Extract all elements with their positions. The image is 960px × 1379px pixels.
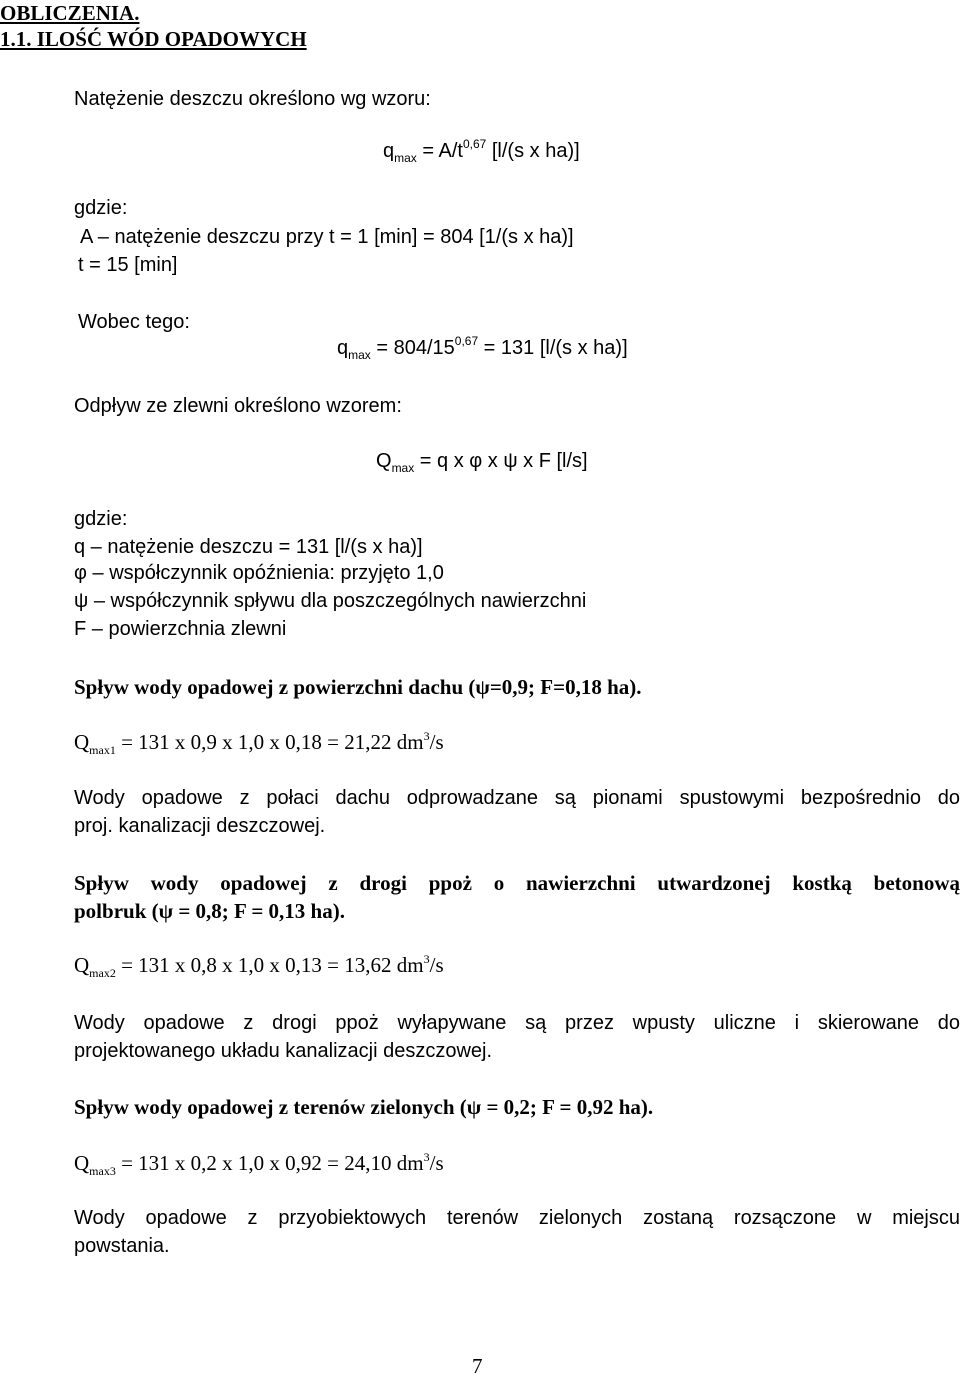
- definition-line: φ – współczynnik opóźnienia: przyjęto 1,0: [74, 562, 444, 584]
- calc-subscript: max1: [89, 743, 116, 757]
- calc-exponent: 3: [423, 729, 430, 743]
- rain-intensity-formula: [383, 138, 580, 166]
- paragraph-line: projektowanego układu kanalizacji deszczowej.: [74, 1040, 493, 1062]
- roof-runoff-calculation: [74, 729, 444, 758]
- definition-line: ψ – współczynnik spływu dla poszczególnych nawierzchni: [74, 590, 587, 612]
- paragraph-line: Wody opadowe z połaci dachu odprowadzane są pionami spustowymi bezpośrednio do: [74, 787, 960, 809]
- page-number: 7: [472, 1354, 483, 1378]
- calc-unit: /s: [429, 730, 444, 754]
- intro-text: Odpływ ze zlewni określono wzorem:: [74, 395, 402, 417]
- calc-body: = 131 x 0,8 x 1,0 x 0,13 = 13,62 dm: [115, 953, 424, 977]
- green-area-runoff-heading: Spływ wody opadowej z terenów zielonych (ψ = 0,2; F = 0,92 ha).: [74, 1095, 654, 1119]
- formula-exponent: 0,67: [462, 137, 487, 151]
- paragraph-line: Wody opadowe z drogi ppoż wyłapywane są przez wpusty uliczne i skierowane do: [74, 1012, 960, 1034]
- formula-body: = 804/15: [370, 337, 455, 359]
- definition-line: A – natężenie deszczu przy t = 1 [min] = 804 [1/(s x ha)]: [80, 226, 574, 248]
- formula-symbol: Q: [376, 450, 392, 472]
- outflow-formula: [376, 448, 588, 476]
- formula-exponent: 0,67: [454, 334, 479, 348]
- formula-result: = 131 [l/(s x ha)]: [478, 337, 628, 359]
- formula-subscript: max: [348, 348, 371, 362]
- definition-line: F – powierzchnia zlewni: [74, 618, 287, 640]
- road-runoff-heading-cont: polbruk (ψ = 0,8; F = 0,13 ha).: [74, 899, 345, 923]
- where-label: gdzie:: [74, 508, 128, 530]
- calc-unit: /s: [429, 953, 444, 977]
- where-label: gdzie:: [74, 197, 128, 219]
- computed-intensity-formula: [337, 335, 628, 363]
- formula-subscript: max: [391, 461, 415, 475]
- paragraph-line: Wody opadowe z przyobiektowych terenów zielonych zostaną rozsączone w miejscu: [74, 1207, 960, 1229]
- paragraph-line: proj. kanalizacji deszczowej.: [74, 815, 326, 837]
- calc-subscript: max3: [89, 1164, 116, 1178]
- road-runoff-heading: Spływ wody opadowej z drogi ppoż o nawierzchni utwardzonej kostką betonową: [74, 871, 960, 895]
- road-runoff-calculation: [74, 952, 444, 981]
- calc-symbol: Q: [74, 730, 90, 754]
- definition-line: t = 15 [min]: [78, 254, 178, 276]
- wobec-text: Wobec tego:: [78, 311, 190, 333]
- section-heading: 1.1. ILOŚĆ WÓD OPADOWYCH: [0, 27, 307, 51]
- calc-unit: /s: [429, 1151, 444, 1175]
- formula-unit: [l/(s x ha)]: [486, 140, 580, 162]
- paragraph-line: powstania.: [74, 1235, 170, 1257]
- calc-exponent: 3: [423, 1150, 430, 1164]
- roof-runoff-heading: Spływ wody opadowej z powierzchni dachu (ψ=0,9; F=0,18 ha).: [74, 675, 642, 699]
- calc-symbol: Q: [74, 1151, 90, 1175]
- definition-line: q – natężenie deszczu = 131 [l/(s x ha)]: [74, 536, 423, 558]
- calc-symbol: Q: [74, 953, 90, 977]
- intro-text: Natężenie deszczu określono wg wzoru:: [74, 88, 431, 110]
- calc-body: = 131 x 0,9 x 1,0 x 0,18 = 21,22 dm: [115, 730, 424, 754]
- formula-symbol: q: [383, 140, 395, 162]
- green-area-runoff-calculation: [74, 1150, 444, 1179]
- calc-exponent: 3: [423, 952, 430, 966]
- formula-symbol: q: [337, 337, 349, 359]
- formula-body: = A/t: [416, 140, 463, 162]
- document-heading: OBLICZENIA.: [0, 1, 140, 25]
- calc-body: = 131 x 0,2 x 1,0 x 0,92 = 24,10 dm: [115, 1151, 424, 1175]
- calc-subscript: max2: [89, 966, 116, 980]
- formula-subscript: max: [394, 151, 417, 165]
- formula-body: = q x φ x ψ x F [l/s]: [414, 450, 588, 472]
